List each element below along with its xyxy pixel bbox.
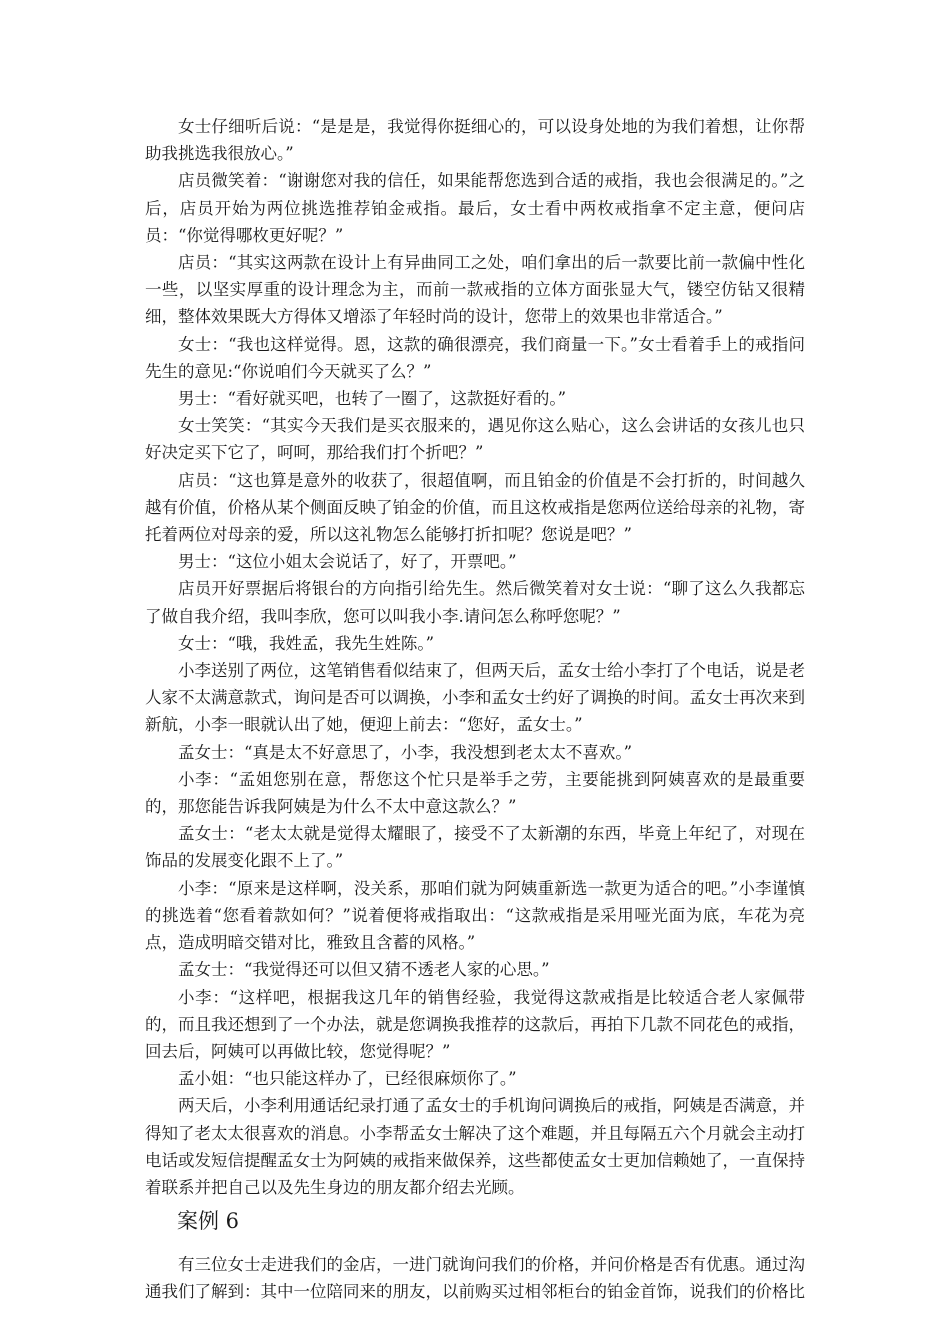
paragraph-14: 孟女士：“老太太就是觉得太耀眼了，接受不了太新潮的东西，毕竟上年纪了，对现在饰品的发展变化跟不上了。” xyxy=(145,824,805,871)
paragraph-15: 小李：“原来是这样啊，没关系，那咱们就为阿姨重新选一款更为适合的吧。”小李谨慎的挑选着“您看着款如何？”说着便将戒指取出：“这款戒指是采用哑光面为底，车花为亮点，造成明暗交错对比，雅致且含蓄的风格。” xyxy=(145,878,805,953)
paragraph-19: 两天后，小李利用通话纪录打通了孟女士的手机询问调换后的戒指，阿姨是否满意，并得知了老太太很喜欢的消息。小李帮孟女士解决了这个难题，并且每隔五六个月就会主动打电话或发短信提醒孟女士为阿姨的戒指来做保养，这些都使孟女士更加信赖她了，一直保持着联系并把自己以及先生身边的朋友都介绍去光顾。 xyxy=(145,1096,805,1197)
paragraph-2: 店员微笑着：“谢谢您对我的信任，如果能帮您选到合适的戒指，我也会很满足的。”之后，店员开始为两位挑选推荐铂金戒指。最后，女士看中两枚戒指拿不定主意，便问店员：“你觉得哪枚更好呢？” xyxy=(145,171,805,245)
paragraph-13: 小李：“孟姐您别在意，帮您这个忙只是举手之劳，主要能挑到阿姨喜欢的是最重要的，那您能告诉我阿姨是为什么不太中意这款么？” xyxy=(145,769,805,817)
paragraph-16: 孟女士：“我觉得还可以但又猜不透老人家的心思。” xyxy=(178,960,550,980)
paragraph-8: 男士：“这位小姐太会说话了，好了，开票吧。” xyxy=(178,552,517,572)
case-paragraph: 有三位女士走进我们的金店，一进门就询问我们的价格，并问价格是否有优惠。通过沟通我们了解到：其中一位陪同来的朋友，以前购买过相邻柜台的铂金首饰，说我们的价格比 xyxy=(145,1255,805,1302)
paragraph-18: 孟小姐：“也只能这样办了，已经很麻烦你了。” xyxy=(178,1069,517,1089)
paragraph-5: 男士：“看好就买吧，也转了一圈了，这款挺好看的。” xyxy=(178,389,567,409)
paragraph-4: 女士：“我也这样觉得。恩，这款的确很漂亮，我们商量一下。”女士看着手上的戒指问先生的意见:“你说咱们今天就买了么？” xyxy=(145,334,805,381)
paragraph-3: 店员：“其实这两款在设计上有异曲同工之处，咱们拿出的后一款要比前一款偏中性化一些，以坚实厚重的设计理念为主，而前一款戒指的立体方面张显大气，镂空仿钻又很精细，整体效果既大方得体又增添了年轻时尚的设计，您带上的效果也非常适合。” xyxy=(145,253,805,327)
paragraph-7: 店员：“这也算是意外的收获了，很超值啊，而且铂金的价值是不会打折的，时间越久越有价值，价格从某个侧面反映了铂金的价值，而且这枚戒指是您两位送给母亲的礼物，寄托着两位对母亲的爱，所以这礼物怎么能够打折扣呢？您说是吧？” xyxy=(145,470,805,545)
document-page xyxy=(145,113,805,1306)
paragraph-17: 小李：“这样吧，根据我这几年的销售经验，我觉得这款戒指是比较适合老人家佩带的，而且我还想到了一个办法，就是您调换我推荐的这款后，再拍下几款不同花色的戒指，回去后，阿姨可以再做比较，您觉得呢？” xyxy=(145,987,805,1061)
paragraph-10: 女士：“哦，我姓孟，我先生姓陈。” xyxy=(178,633,435,653)
paragraph-6: 女士笑笑：“其实今天我们是买衣服来的，遇见你这么贴心，这么会讲话的女孩儿也只好决定买下它了，呵呵，那给我们打个折吧？” xyxy=(145,416,805,463)
paragraph-1: 女士仔细听后说：“是是是，我觉得你挺细心的，可以设身处地的为我们着想，让你帮助我挑选我很放心。” xyxy=(145,117,805,164)
paragraph-9: 店员开好票据后将银台的方向指引给先生。然后微笑着对女士说：“聊了这么久我都忘了做自我介绍，我叫李欣，您可以叫我小李.请问怎么称呼您呢？” xyxy=(145,579,805,626)
paragraph-11: 小李送别了两位，这笔销售看似结束了，但两天后，孟女士给小李打了个电话，说是老人家不太满意款式，询问是否可以调换，小李和孟女士约好了调换的时间。孟女士再次来到新航，小李一眼就认出了她，便迎上前去：“您好，孟女士。” xyxy=(145,661,805,735)
case-heading: 案例 6 xyxy=(177,1209,240,1234)
paragraph-12: 孟女士：“真是太不好意思了，小李，我没想到老太太不喜欢。” xyxy=(178,742,633,762)
